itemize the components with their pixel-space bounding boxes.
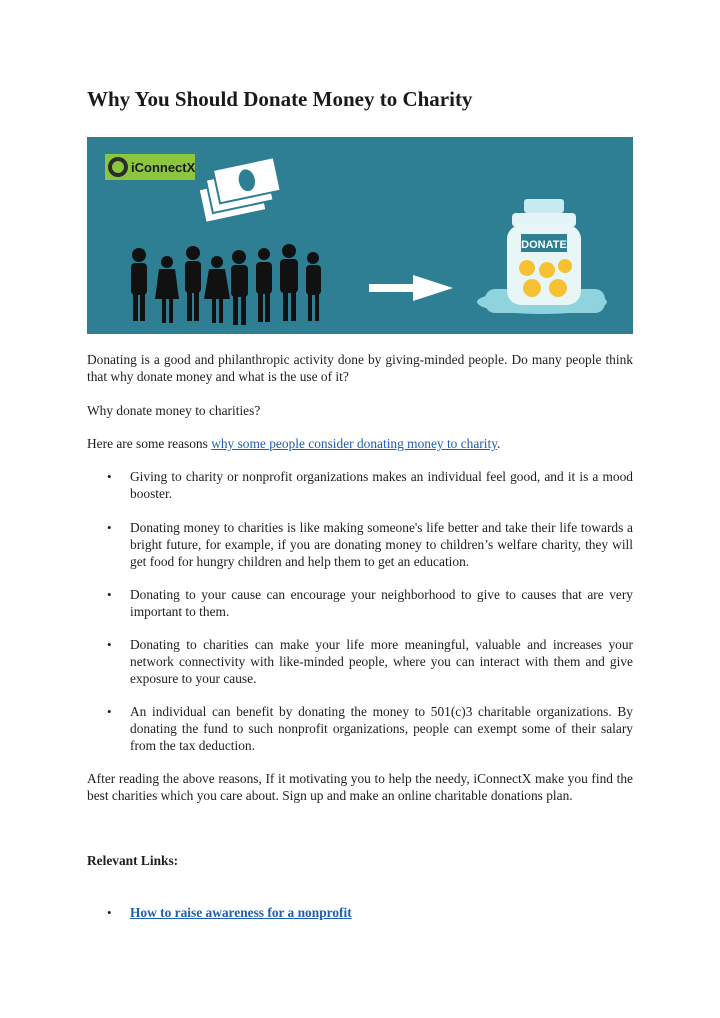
bullet-icon: • (107, 469, 112, 484)
iconnectx-logo (105, 154, 196, 180)
closing-paragraph: After reading the above reasons, If it motivating you to help the needy, iConnectX make you find the best charities which you care about. Sign up and make an online charitable donations plan. (87, 771, 633, 803)
bullet-icon: • (107, 905, 112, 920)
question-paragraph: Why donate money to charities? (87, 403, 261, 418)
relevant-link[interactable]: How to raise awareness for a nonprofit (130, 905, 352, 920)
relevant-links-heading: Relevant Links: (87, 853, 179, 868)
bullet-icon: • (107, 637, 112, 652)
bullet-icon: • (107, 587, 112, 602)
bullet-icon: • (107, 520, 112, 535)
bullet-icon: • (107, 704, 112, 719)
hero-banner-image (87, 137, 633, 334)
reasons-suffix: . (497, 436, 501, 451)
list-item-text: Donating money to charities is like making someone's life better and take their life towards a bright future, for example, if you are donating money to children’s welfare charity, they will get food for hungry children and help them to get an education. (130, 520, 633, 569)
page-title: Why You Should Donate Money to Charity (87, 87, 473, 111)
intro-paragraph: Donating is a good and philanthropic activity done by giving-minded people. Do many people think that why donate money and what is the use of it? (87, 352, 633, 384)
reasons-link[interactable]: why some people consider donating money to charity (211, 436, 498, 451)
list-item-text: Donating to charities can make your life more meaningful, valuable and increases your network connectivity with like-minded people, where you can interact with them and give exposure to your cause. (130, 637, 633, 686)
list-item-text: Donating to your cause can encourage your neighborhood to give to causes that are very important to them. (130, 587, 633, 619)
reasons-prefix: Here are some reasons (87, 436, 212, 451)
donation-illustration (87, 137, 633, 334)
jar-label: DONATE (521, 239, 567, 251)
list-item-text: An individual can benefit by donating the money to 501(c)3 charitable organizations. By donating the fund to such nonprofit organizations, people can exempt some of their salary from the tax deduction. (130, 704, 633, 753)
logo-text: iConnectX (131, 160, 196, 175)
list-item-text: Giving to charity or nonprofit organizations makes an individual feel good, and it is a mood booster. (130, 469, 633, 501)
reasons-paragraph (87, 435, 633, 452)
